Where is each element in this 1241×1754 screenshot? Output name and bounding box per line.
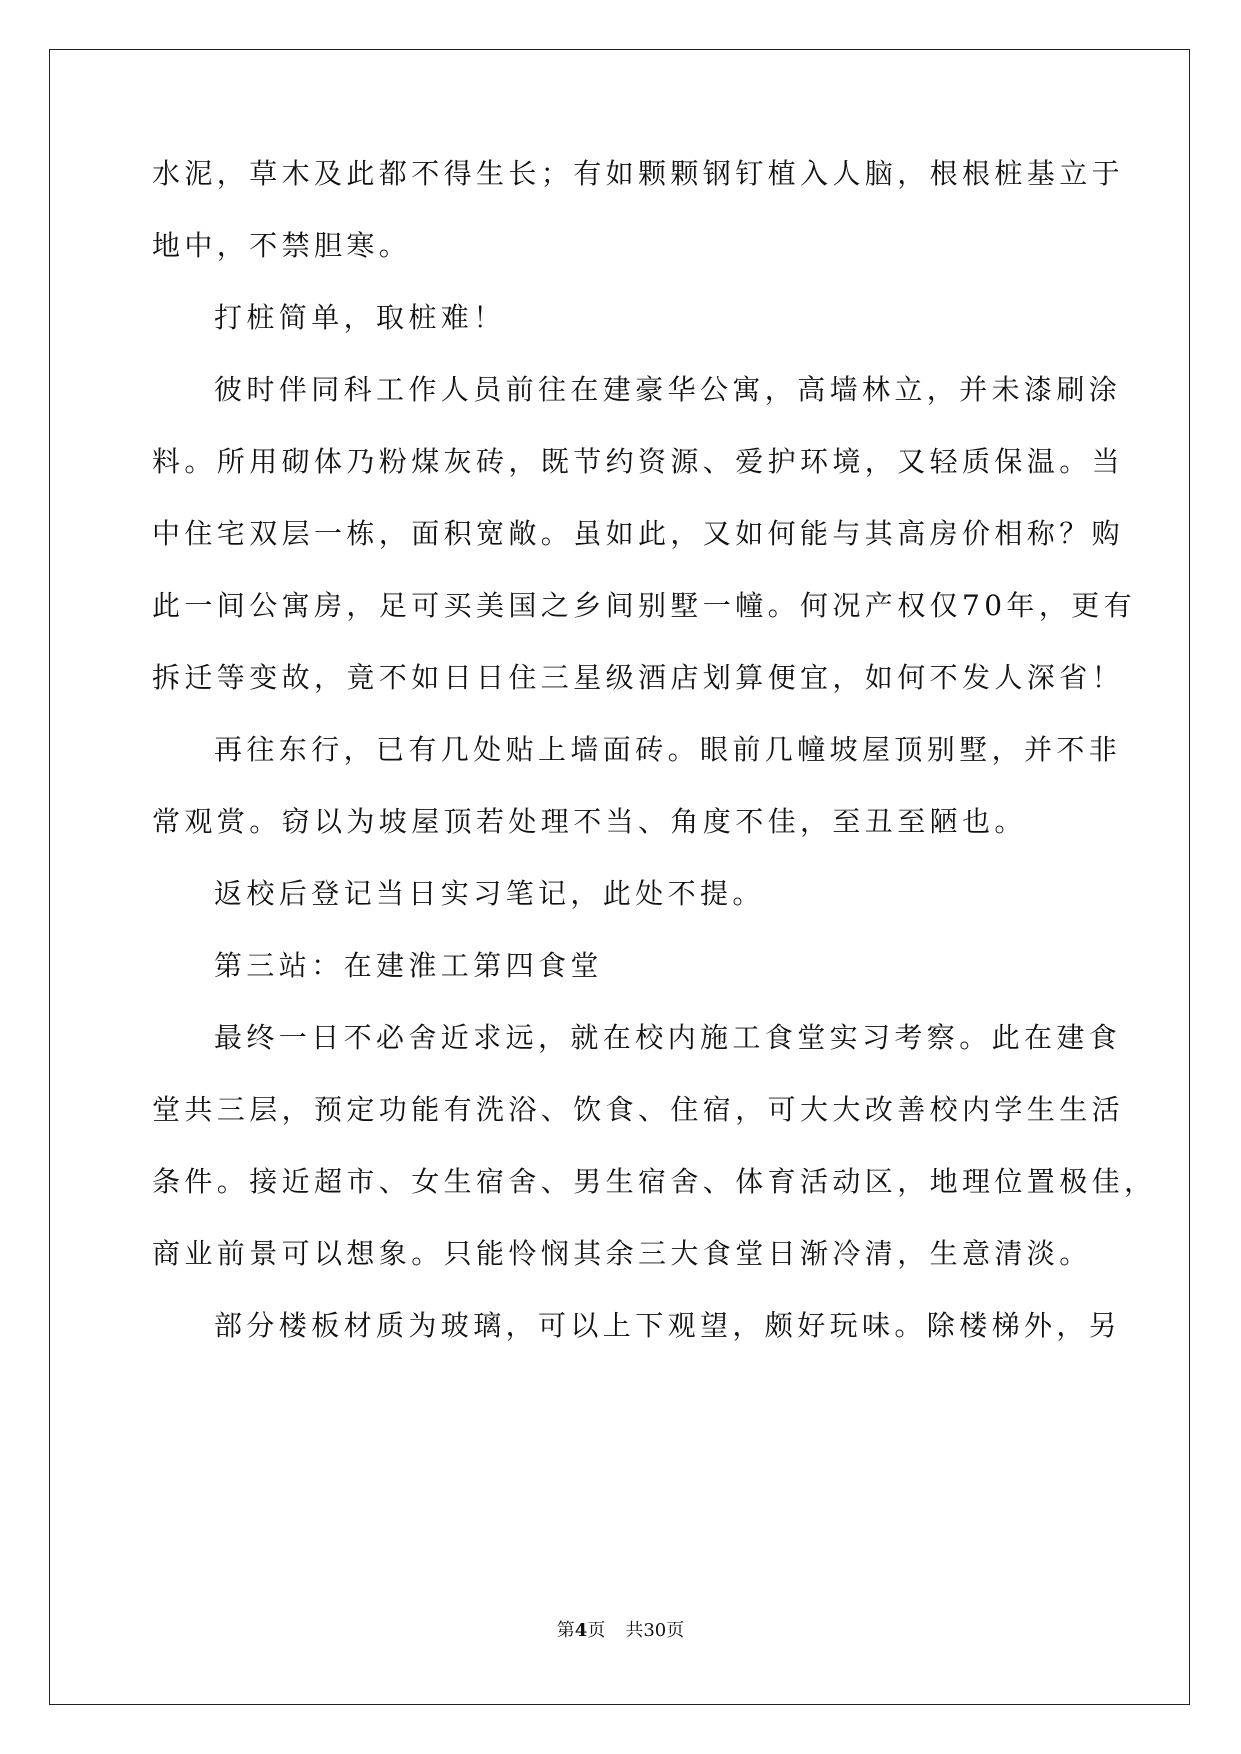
paragraph-first-line: 打桩简单，取桩难！ — [214, 301, 506, 334]
paragraph-first-line: 返校后登记当日实习笔记，此处不提。 — [214, 877, 765, 910]
footer-page-number: 4 — [574, 1620, 588, 1641]
text-line: 常观赏。窃以为坡屋顶若处理不当、角度不佳，至丑至陋也。 — [152, 805, 1027, 838]
text-line: 料。所用砌体乃粉煤灰砖，既节约资源、爱护环境，又轻质保温。当 — [152, 445, 1125, 478]
page-footer — [0, 1619, 1241, 1643]
text-line: 堂共三层，预定功能有洗浴、饮食、住宿，可大大改善校内学生生活 — [152, 1093, 1125, 1126]
footer-total-suffix: 页 — [666, 1620, 685, 1641]
paragraph-first-line: 再往东行，已有几处贴上墙面砖。眼前几幢坡屋顶别墅，并不非 — [214, 733, 1122, 766]
footer-page-prefix: 第 — [556, 1620, 575, 1641]
text-line: 地中，不禁胆寒。 — [152, 229, 412, 262]
text-line: 拆迁等变故，竟不如日日住三星级酒店划算便宜，如何不发人深省！ — [152, 661, 1125, 694]
section-heading: 第三站：在建淮工第四食堂 — [214, 949, 603, 982]
footer-total-pages: 30 — [643, 1620, 667, 1641]
text-line: 中住宅双层一栋，面积宽敞。虽如此，又如何能与其高房价相称？购 — [152, 517, 1125, 550]
paragraph-first-line: 最终一日不必舍近求远，就在校内施工食堂实习考察。此在建食 — [214, 1021, 1122, 1054]
paragraph-first-line: 部分楼板材质为玻璃，可以上下观望，颇好玩味。除楼梯外，另 — [214, 1309, 1122, 1342]
footer-page-suffix: 页 — [587, 1620, 606, 1641]
text-line: 此一间公寓房，足可买美国之乡间别墅一幢。何况产权仅70年，更有 — [152, 589, 1137, 622]
paragraph-first-line: 彼时伴同科工作人员前往在建豪华公寓，高墙林立，并未漆刷涂 — [214, 373, 1122, 406]
text-line: 水泥，草木及此都不得生长；有如颗颗钢钉植入人脑，根根桩基立于 — [152, 157, 1125, 190]
footer-total-prefix: 共 — [625, 1620, 644, 1641]
text-line: 商业前景可以想象。只能怜悯其余三大食堂日渐冷清，生意清淡。 — [152, 1237, 1092, 1270]
text-line: 条件。接近超市、女生宿舍、男生宿舍、体育活动区，地理位置极佳， — [152, 1165, 1157, 1198]
